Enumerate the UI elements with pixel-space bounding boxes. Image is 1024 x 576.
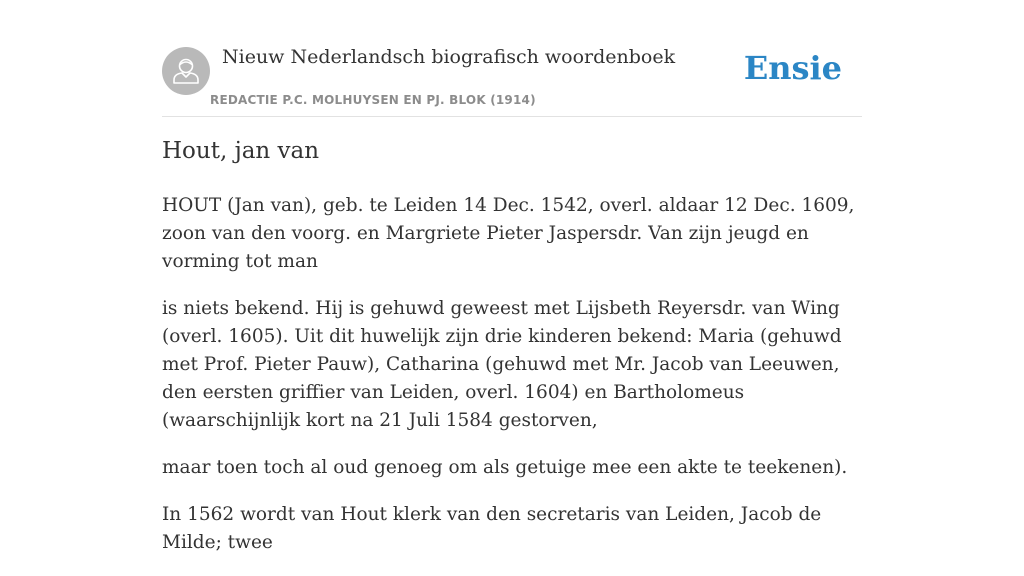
entry-content xyxy=(162,192,862,576)
avatar-icon-graphic xyxy=(162,47,210,95)
paragraph: maar toen toch al oud genoeg om als getuige mee een akte te teekenen). xyxy=(162,457,848,478)
entry-title: Hout, jan van xyxy=(162,138,320,164)
user-placeholder-icon[interactable] xyxy=(162,47,210,95)
header xyxy=(162,40,862,117)
paragraph: In 1562 wordt van Hout klerk van den secretaris van Leiden, Jacob de Milde; twee xyxy=(162,504,822,553)
book-title[interactable]: Nieuw Nederlandsch biografisch woordenboek xyxy=(222,46,676,68)
paragraph: is niets bekend. Hij is gehuwd geweest met Lijsbeth Reyersdr. van Wing (overl. 1605). Uit dit huwelijk zijn drie kinderen bekend: Maria (gehuwd met Prof. Pieter Pauw), Catharina (gehuwd met Mr. Jacob van Leeuwen, den eersten griffier van Leiden, overl. 1604) en Bartholomeus (waarschijnlijk kort na 21 Juli 1584 gestorven, xyxy=(162,298,842,431)
paragraph: HOUT (Jan van), geb. te Leiden 14 Dec. 1542, overl. aldaar 12 Dec. 1609, zoon van den voorg. en Margriete Pieter Jaspersdr. Van zijn jeugd en vorming tot man xyxy=(162,195,855,272)
ensie-logo[interactable]: Ensie xyxy=(743,49,842,87)
editors-line: REDACTIE P.C. MOLHUYSEN EN PJ. BLOK (1914) xyxy=(210,93,536,107)
